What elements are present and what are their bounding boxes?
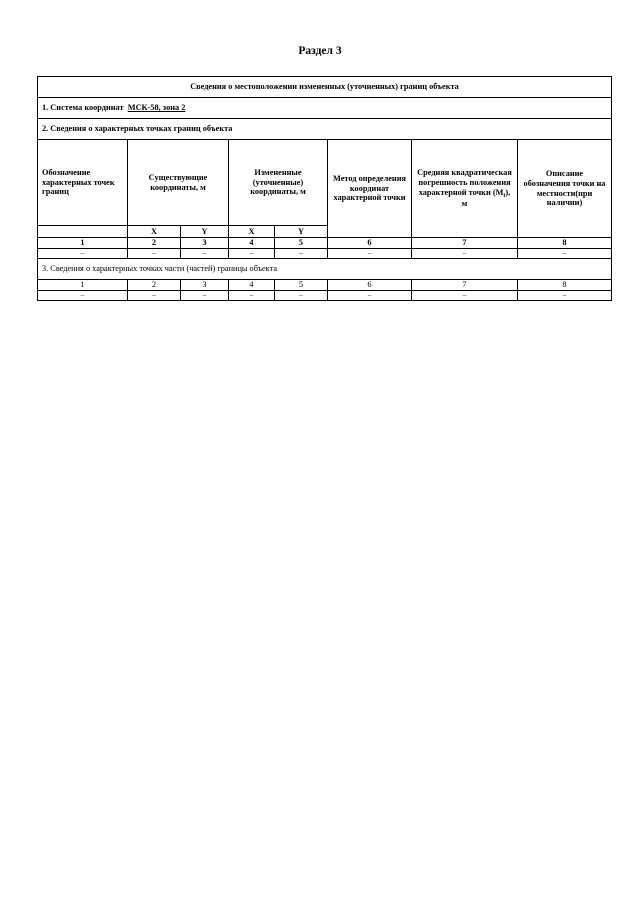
- col-changed-coords-header: Измененные (уточненные) координаты, м: [229, 140, 328, 226]
- table-cell: –: [328, 249, 412, 259]
- error-header-text: Средняя квадратическая погрешность положения характерной точки (M: [417, 168, 512, 198]
- table-cell: –: [181, 249, 229, 259]
- column-number: 8: [518, 238, 612, 249]
- column-number: 2: [128, 280, 181, 291]
- column-number: 4: [229, 280, 275, 291]
- coordinate-system-value: МСК-58, зона 2: [127, 103, 186, 113]
- table-cell: –: [128, 249, 181, 259]
- table-cell: –: [181, 291, 229, 301]
- column-number-row: [38, 238, 612, 249]
- table-cell: –: [229, 249, 275, 259]
- column-number: 5: [275, 280, 328, 291]
- designation-header-spacer: [38, 226, 128, 238]
- points-section-heading: 2. Сведения о характерных точках границ объекта: [38, 119, 612, 140]
- parts-section-heading: 3. Сведения о характерных точках части (частей) границы объекта: [38, 259, 612, 280]
- axis-label: X: [229, 226, 275, 238]
- axis-label: X: [128, 226, 181, 238]
- col-error-header: [412, 140, 518, 238]
- column-number: 1: [38, 238, 128, 249]
- axis-label: Y: [181, 226, 229, 238]
- table-cell: –: [275, 249, 328, 259]
- table-cell: –: [38, 291, 128, 301]
- boundary-points-table: [37, 76, 612, 301]
- col-designation-header: Обозначение характерных точек границ: [38, 140, 128, 226]
- column-number: 5: [275, 238, 328, 249]
- column-number: 4: [229, 238, 275, 249]
- axis-label: Y: [275, 226, 328, 238]
- table-cell: –: [412, 291, 518, 301]
- parts-column-number-row: [38, 280, 612, 291]
- table-cell: –: [128, 291, 181, 301]
- col-method-header: Метод определения координат характерной точки: [328, 140, 412, 238]
- table-cell: –: [518, 291, 612, 301]
- page-title: Раздел 3: [298, 45, 342, 57]
- table-cell: –: [275, 291, 328, 301]
- table-row: [38, 249, 612, 259]
- error-header-subscript: t: [503, 193, 506, 200]
- column-number: 7: [412, 280, 518, 291]
- column-number: 3: [181, 280, 229, 291]
- column-number: 7: [412, 238, 518, 249]
- column-number: 8: [518, 280, 612, 291]
- error-header-unit: ), м: [461, 188, 511, 208]
- coordinate-system-label: 1. Система координат: [42, 103, 124, 113]
- column-number: 3: [181, 238, 229, 249]
- column-number: 6: [328, 238, 412, 249]
- column-number: 2: [128, 238, 181, 249]
- coordinate-system-row: [38, 98, 612, 119]
- table-cell: –: [412, 249, 518, 259]
- table-cell: –: [328, 291, 412, 301]
- col-existing-coords-header: Существующие координаты, м: [128, 140, 229, 226]
- col-description-header: Описание обозначения точки на местности(при наличии): [518, 140, 612, 238]
- column-number: 1: [38, 280, 128, 291]
- table-heading: Сведения о местоположении измененных (уточненных) границ объекта: [38, 77, 612, 98]
- table-cell: –: [518, 249, 612, 259]
- column-number: 6: [328, 280, 412, 291]
- table-row: [38, 291, 612, 301]
- table-cell: –: [229, 291, 275, 301]
- table-cell: –: [38, 249, 128, 259]
